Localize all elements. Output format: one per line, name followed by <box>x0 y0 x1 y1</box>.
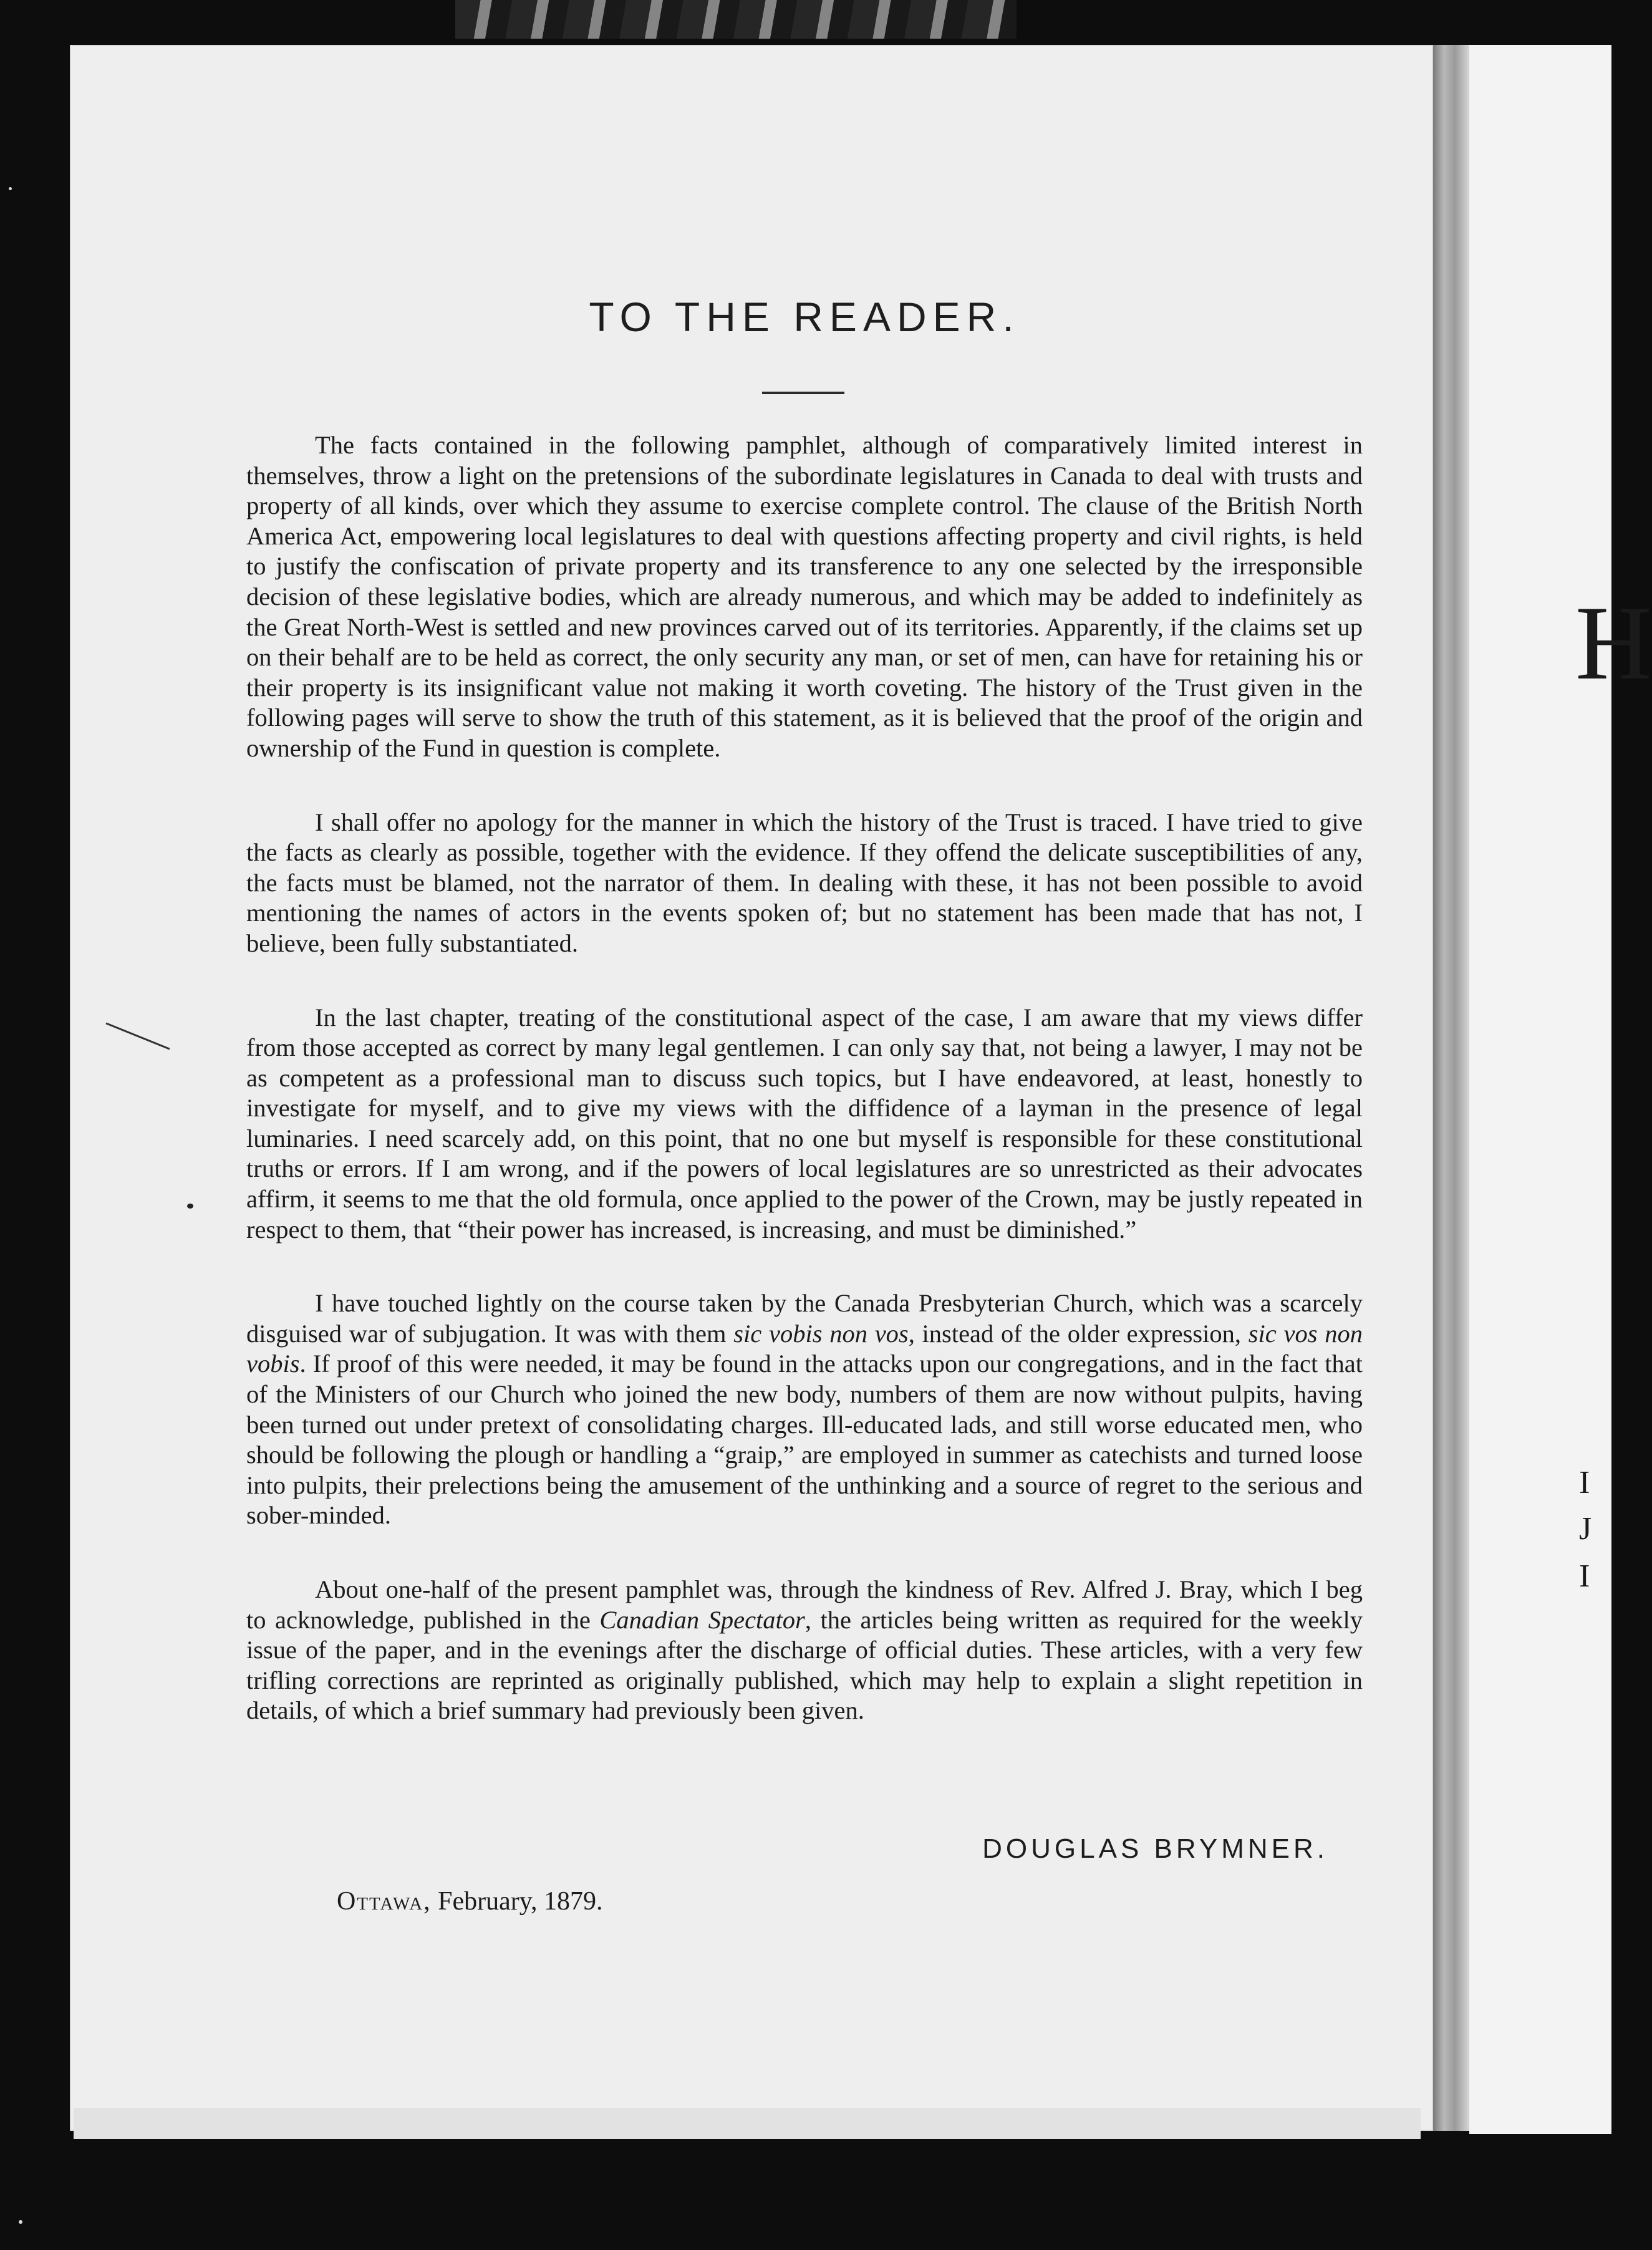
paragraph-text: About one-half of the present pamphlet was, through the kindness of Rev. Alfred J. Bray, which I beg to acknowledge, published in the <box>246 1575 1363 1634</box>
adjacent-page-letter: I <box>1579 1465 1590 1500</box>
adjacent-page-letter: J <box>1579 1511 1592 1547</box>
scan-speck <box>9 187 12 190</box>
adjacent-page-letter: I <box>1579 1558 1590 1594</box>
adjacent-page-letter: H <box>1575 584 1652 702</box>
paragraph-text: , instead of the older expression, <box>908 1319 1249 1348</box>
paragraph-text: I have touched lightly on the course taken by the Canada Presbyterian Church, which was a scarcely disguised war of subjugation. It was with them <box>246 1289 1363 1348</box>
dateline <box>337 1886 603 1916</box>
body-text <box>246 430 1363 1726</box>
paragraph: In the last chapter, treating of the constitutional aspect of the case, I am aware that my views differ from those accepted as correct by many legal gentlemen. I can only say that, not being a lawyer, I may not be as competent as a professional man to discuss such topics, but I have endeavored, at least, honestly to investigate for myself, and to give my views with the diffidence of a layman in the presence of legal luminaries. I need scarcely add, on this point, that no one but myself is responsible for these constitutional truths or errors. If I am wrong, and if the powers of local legislatures are so unrestricted as their advocates affirm, it seems to me that the old formula, once applied to the power of the Crown, may be justly repeated in respect to them, that “their power has increased, is increasing, and must be diminished.” <box>246 1003 1363 1243</box>
book-gutter <box>1433 45 1469 2131</box>
page-title: TO THE READER. <box>589 294 1020 340</box>
paragraph <box>246 1575 1363 1726</box>
author-signature: DOUGLAS BRYMNER. <box>982 1833 1328 1864</box>
scan-speck <box>187 1204 193 1209</box>
scan-speck <box>19 2220 22 2224</box>
adjacent-page <box>1469 45 1652 2134</box>
publication-title: Canadian Spectator <box>599 1605 805 1634</box>
paragraph <box>246 1288 1363 1531</box>
paragraph-text: , the articles being written as required for the weekly issue of the paper, and in the evenings after the discharge of official duties. These articles, with a very few trifling corrections are reprinted as originally published, which may help to explain a slight repetition in details, of which a brief summary had previously been given. <box>246 1605 1363 1725</box>
title-rule <box>762 392 844 394</box>
paragraph: I shall offer no apology for the manner in which the history of the Trust is traced. I have tried to give the facts as clearly as possible, together with the evidence. If they offend the delicate susceptibilities of any, the facts must be blamed, not the narrator of them. In dealing with these, it has not been possible to avoid mentioning the names of actors in the events spoken of; but no statement has been made that has not, I believe, been fully substantiated. <box>246 808 1363 957</box>
latin-phrase: sic vobis non vos <box>733 1319 909 1348</box>
dateline-date: February, 1879. <box>438 1887 603 1916</box>
latin-phrase: sic vos non vobis <box>246 1319 1363 1378</box>
paragraph: The facts contained in the following pamphlet, although of comparatively limited interest in themselves, throw a light on the pretensions of the subordinate legislatures in Canada to deal with trusts and property of all kinds, over which they assume to exercise complete control. The clause of the British North America Act, empowering local legislatures to deal with questions affecting property and civil rights, is held to justify the confiscation of private property and its transference to any one selected by the irresponsible decision of these legislative bodies, which are already numerous, and which may be added to indefinitely as the Great North-West is settled and new provinces carved out of its territories. Apparently, if the claims set up on their behalf are to be held as correct, the only security any man, or set of men, can have for retaining his or their property is its insignificant value not making it worth coveting. The history of the Trust given in the following pages will serve to show the truth of this statement, as it is believed that the proof of the origin and ownership of the Fund in question is complete. <box>246 431 1363 762</box>
book-binding-scrap <box>455 0 1017 39</box>
page-edge <box>74 2108 1421 2139</box>
paragraph-text: . If proof of this were needed, it may be found in the attacks upon our congregations, and in the fact that of the Ministers of our Church who joined the new body, numbers of them are now without pulpits, having been turned out under pretext of consolidating charges. Ill-educated lads, and still worse educated men, who should be following the plough or handling a “graip,” are employed in summer as catechists and turned loose into pulpits, their prelections being the amusement of the unthinking and a source of regret to the serious and sober-minded. <box>246 1350 1363 1530</box>
dateline-place: Ottawa, <box>337 1887 432 1916</box>
